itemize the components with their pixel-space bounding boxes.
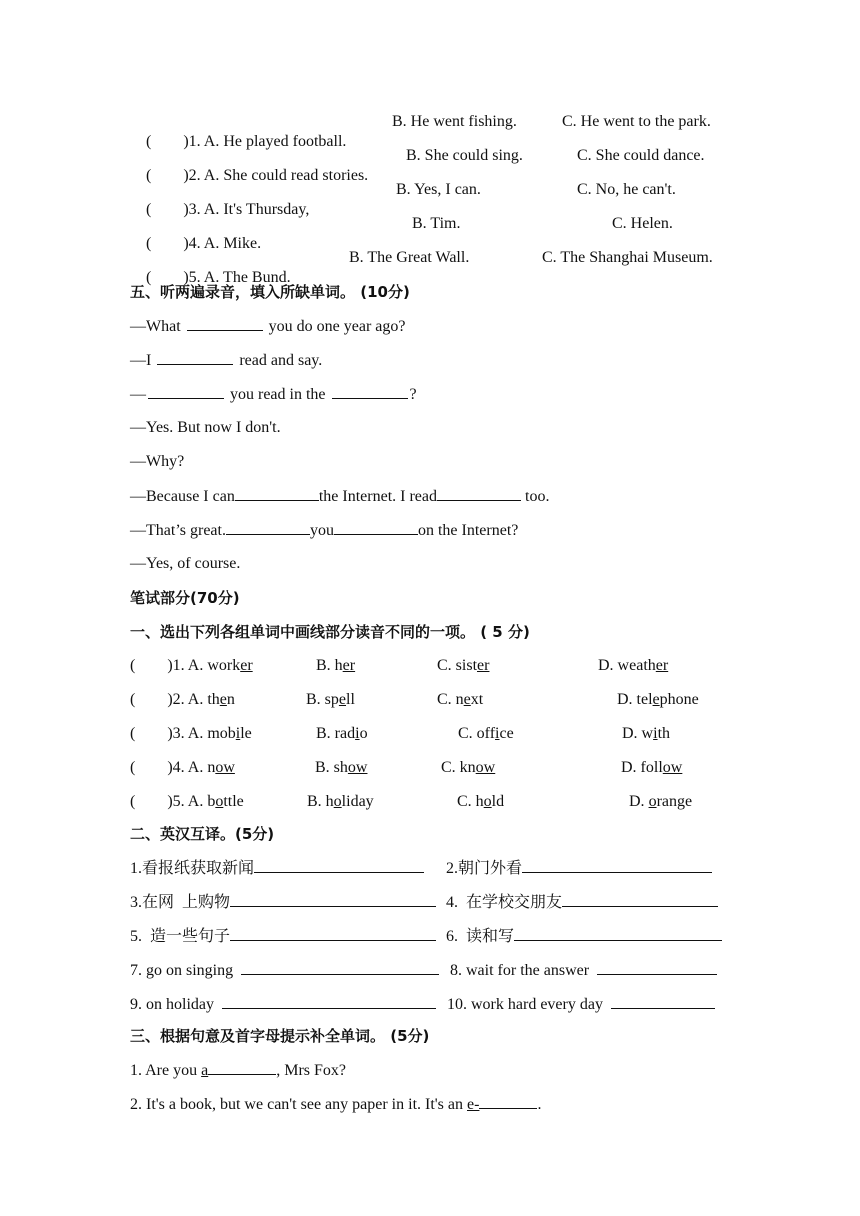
dialogue-line-2: [130, 350, 322, 371]
dialogue-line-7: [130, 520, 518, 541]
hint-letter: e-: [467, 1096, 480, 1113]
underlined-letters: e: [652, 691, 660, 708]
section-5-title: 五、听两遍录音，填入所缺单词。 (10分): [130, 283, 410, 301]
translation-item: [130, 858, 424, 879]
translation-item: [130, 892, 436, 913]
option-text: ( )1. A. work: [130, 657, 241, 674]
fill-blank[interactable]: [187, 316, 263, 331]
phonics-option-d: [622, 724, 670, 744]
question-text: .: [537, 1096, 542, 1113]
answer-blank[interactable]: [208, 1060, 276, 1075]
phonics-option-d: [629, 792, 692, 812]
choice-b: B. Yes, I can.: [396, 181, 481, 198]
question-text: 1. Are you: [130, 1062, 202, 1079]
option-text: o: [359, 725, 368, 742]
dialogue-line-4: —Yes. But now I don't.: [130, 419, 281, 436]
dialogue-text: read and say.: [235, 352, 323, 369]
prompt-text: 3.在网 上购物: [130, 894, 231, 911]
section-3-title: 三、根据句意及首字母提示补全单词。 (5分): [130, 1027, 430, 1045]
underlined-letters: ow: [347, 759, 368, 776]
underlined-letters: o: [333, 793, 342, 810]
prompt-text: 1.看报纸获取新闻: [130, 860, 255, 877]
answer-blank[interactable]: [514, 926, 722, 941]
option-text: ld: [491, 793, 505, 810]
section-1-title: 一、选出下列各组单词中画线部分读音不同的一项。 ( 5 分): [130, 623, 530, 641]
fill-blank[interactable]: [157, 350, 233, 365]
dialogue-text: —That’s great.: [130, 522, 226, 539]
phonics-option-c: [441, 758, 495, 778]
answer-blank[interactable]: [479, 1094, 537, 1109]
hint-letter: a: [201, 1062, 209, 1079]
choice-b: B. Tim.: [412, 215, 461, 232]
dialogue-text: you do one year ago?: [264, 318, 406, 335]
translation-item: [446, 858, 712, 879]
option-text: xt: [470, 691, 484, 708]
choice-c: C. She could dance.: [577, 147, 705, 164]
choice-c: C. He went to the park.: [562, 113, 711, 130]
underlined-letters: i: [235, 725, 241, 742]
option-text: ( )4. A. n: [130, 759, 216, 776]
option-text: D. tel: [617, 691, 653, 708]
fill-blank[interactable]: [334, 520, 418, 535]
prompt-text: 4. 在学校交朋友: [446, 894, 563, 911]
option-text: ce: [499, 725, 514, 742]
translation-item: [447, 994, 715, 1015]
phonics-option-b: [315, 758, 367, 778]
answer-blank[interactable]: [241, 960, 439, 975]
fill-blank[interactable]: [437, 486, 521, 501]
fill-blank[interactable]: [235, 486, 319, 501]
underlined-letters: er: [342, 657, 356, 674]
dialogue-line-6: [130, 486, 549, 507]
underlined-letters: er: [240, 657, 253, 674]
phonics-option-b: [316, 656, 355, 676]
phonics-option-a: [130, 690, 235, 710]
underlined-letters: ow: [662, 759, 683, 776]
prompt-text: 9. on holiday: [130, 996, 218, 1013]
answer-blank[interactable]: [230, 926, 436, 941]
underlined-letters: er: [655, 657, 669, 674]
dialogue-line-5: —Why?: [130, 453, 185, 470]
written-part-title: 笔试部分(70分): [130, 589, 240, 607]
answer-blank[interactable]: [562, 892, 718, 907]
phonics-option-a: [130, 792, 244, 812]
option-text: ( )2. A. th: [130, 691, 220, 708]
choice-b: B. She could sing.: [406, 147, 523, 164]
answer-blank[interactable]: [222, 994, 436, 1009]
phonics-option-a: [130, 724, 252, 744]
option-text: B. h: [316, 657, 343, 674]
choice-b: B. The Great Wall.: [349, 249, 470, 266]
dialogue-line-8: —Yes, of course.: [130, 555, 241, 572]
option-text: C. kn: [441, 759, 476, 776]
option-text: ( )3. A. mob: [130, 725, 236, 742]
option-text: B. h: [307, 793, 334, 810]
underlined-letters: o: [648, 793, 657, 810]
option-text: B. sp: [306, 691, 339, 708]
dialogue-text: you read in the: [226, 386, 330, 403]
option-text: ttle: [223, 793, 244, 810]
dialogue-text: you: [309, 522, 334, 539]
choice-stem: ( )2. A. She could read stories.: [146, 167, 369, 184]
question-text: , Mrs Fox?: [276, 1062, 346, 1079]
underlined-letters: e: [219, 691, 227, 708]
phonics-option-d: [617, 690, 699, 710]
option-text: C. sist: [437, 657, 478, 674]
option-text: B. rad: [316, 725, 356, 742]
phonics-option-c: [437, 690, 483, 710]
option-text: le: [240, 725, 252, 742]
prompt-text: 10. work hard every day: [447, 996, 607, 1013]
prompt-text: 7. go on singing: [130, 962, 238, 979]
completion-q1: [130, 1060, 346, 1081]
underlined-letters: i: [355, 725, 360, 742]
phonics-option-d: [598, 656, 668, 676]
underlined-letters: ow: [215, 759, 235, 776]
answer-blank[interactable]: [254, 858, 424, 873]
phonics-option-a: [130, 758, 235, 778]
choice-c: C. The Shanghai Museum.: [542, 249, 713, 266]
fill-blank[interactable]: [226, 520, 310, 535]
translation-item: [450, 960, 717, 981]
option-text: D. weath: [598, 657, 656, 674]
option-text: C. n: [437, 691, 464, 708]
phonics-option-b: [316, 724, 368, 744]
option-text: liday: [341, 793, 374, 810]
option-text: C. off: [458, 725, 496, 742]
completion-q2: [130, 1094, 541, 1115]
phonics-option-d: [621, 758, 682, 778]
choice-stem: ( )5. A. The Bund.: [146, 269, 291, 286]
prompt-text: 6. 读和写: [446, 928, 515, 945]
dialogue-line-1: [130, 316, 406, 337]
option-text: phone: [659, 691, 699, 708]
underlined-letters: ow: [475, 759, 496, 776]
option-text: ll: [346, 691, 355, 708]
option-text: D. foll: [621, 759, 663, 776]
dialogue-text: ?: [409, 386, 417, 403]
fill-blank[interactable]: [148, 384, 224, 399]
answer-blank[interactable]: [522, 858, 712, 873]
choice-stem: ( )4. A. Mike.: [146, 235, 262, 252]
underlined-letters: e: [463, 691, 471, 708]
option-text: D.: [629, 793, 649, 810]
translation-item: [446, 926, 722, 947]
prompt-text: 8. wait for the answer: [450, 962, 594, 979]
phonics-option-c: [458, 724, 514, 744]
choice-stem: ( )1. A. He played football.: [146, 133, 347, 150]
choice-c: C. No, he can't.: [577, 181, 676, 198]
translation-item: [130, 994, 436, 1015]
option-text: B. sh: [315, 759, 348, 776]
dialogue-text: —I: [130, 352, 156, 369]
option-text: ( )5. A. b: [130, 793, 216, 810]
underlined-letters: i: [495, 725, 500, 742]
prompt-text: 5. 造一些句子: [130, 928, 231, 945]
translation-item: [130, 926, 436, 947]
option-text: C. h: [457, 793, 484, 810]
underlined-letters: e: [338, 691, 347, 708]
prompt-text: 2.朝门外看: [446, 860, 523, 877]
choice-b: B. He went fishing.: [392, 113, 517, 130]
translation-item: [130, 960, 439, 981]
underlined-letters: er: [477, 657, 490, 674]
answer-blank[interactable]: [611, 994, 715, 1009]
underlined-letters: o: [483, 793, 492, 810]
underlined-letters: o: [215, 793, 224, 810]
dialogue-text: —Because I can: [130, 488, 235, 505]
dialogue-text: —What: [130, 318, 185, 335]
dialogue-text: too.: [521, 488, 550, 505]
choice-c: C. Helen.: [612, 215, 673, 232]
phonics-option-c: [437, 656, 489, 676]
phonics-option-b: [306, 690, 355, 710]
translation-item: [446, 892, 718, 913]
dialogue-text: —: [130, 386, 146, 403]
question-text: 2. It's a book, but we can't see any paper in it. It's an: [130, 1096, 467, 1113]
answer-blank[interactable]: [597, 960, 717, 975]
choice-stem: ( )3. A. It's Thursday,: [146, 201, 310, 218]
phonics-option-a: [130, 656, 253, 676]
dialogue-text: on the Internet?: [417, 522, 519, 539]
phonics-option-c: [457, 792, 504, 812]
dialogue-text: the Internet. I read: [318, 488, 437, 505]
dialogue-line-3: [130, 384, 417, 405]
option-text: n: [226, 691, 235, 708]
section-2-title: 二、英汉互译。(5分): [130, 825, 275, 843]
underlined-letters: i: [653, 725, 658, 742]
fill-blank[interactable]: [332, 384, 408, 399]
option-text: th: [657, 725, 671, 742]
phonics-option-b: [307, 792, 374, 812]
option-text: range: [656, 793, 693, 810]
answer-blank[interactable]: [230, 892, 436, 907]
option-text: D. w: [622, 725, 654, 742]
